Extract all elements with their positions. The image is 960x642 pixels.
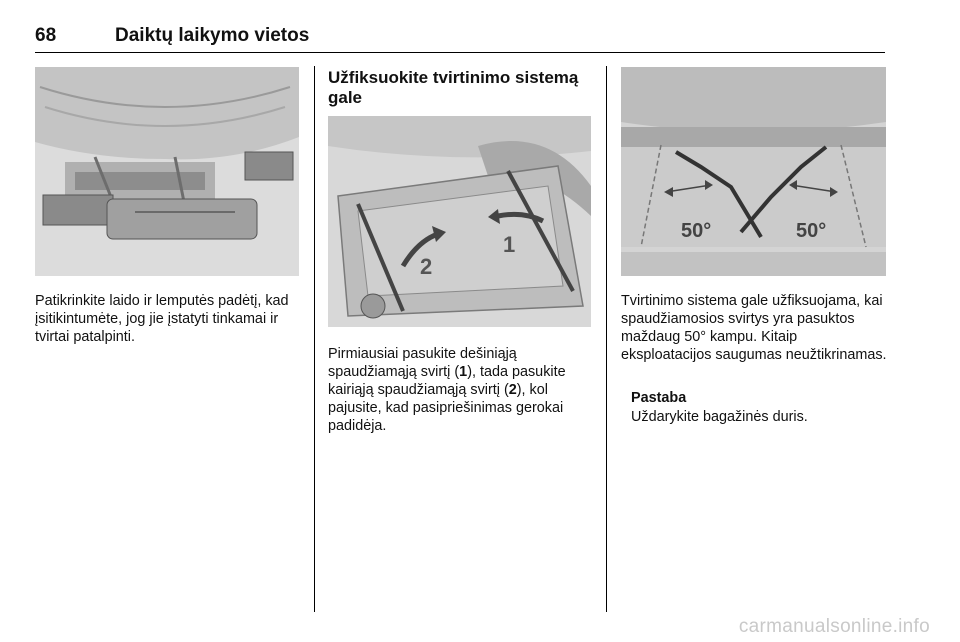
watermark: carmanualsonline.info <box>738 616 930 637</box>
column2-ref2: 2 <box>508 382 517 398</box>
section-heading: Užfiksuokite tvirtinimo sistemą gale <box>328 68 579 107</box>
column2-text-part1: Pirmiausiai pasukite dešiniąją spaudžiamąją svirtį ( <box>328 346 517 380</box>
note-label: Pastaba <box>631 390 687 406</box>
angle-label-right: 50° <box>796 220 827 242</box>
angle-label-left: 50° <box>681 220 712 242</box>
column3-paragraph: Tvirtinimo sistema gale užfiksuojama, kai spaudžiamosios svirtys yra pasuktos maždaug 50° kampu. Kitaip eksploatacijos saugumas neužtikrinamas. <box>621 293 887 363</box>
trailer-coupling-connector-illustration-icon <box>35 67 299 276</box>
column1-paragraph: Patikrinkite laido ir lemputės padėtį, kad įsitikintumėte, jog jie įstatyti tinkamai ir tvirtai patalpinti. <box>35 293 289 345</box>
column2-paragraph <box>328 345 594 435</box>
column2-text-part3: ), kol pajusite, kad pasipriešinimas gerokai padidėja. <box>328 382 564 434</box>
column-divider-2 <box>606 66 607 612</box>
callout-2: 2 <box>420 254 433 279</box>
lever-angle-illustration-icon <box>621 67 886 276</box>
column2-text-part2: ), tada pasukite kairiąją spaudžiamąją svirtį ( <box>328 364 566 398</box>
locking-levers-illustration-icon <box>328 116 591 327</box>
page-title: Daiktų laikymo vietos <box>115 25 310 46</box>
column-divider-1 <box>314 66 315 612</box>
callout-1: 1 <box>503 232 516 257</box>
page-number: 68 <box>35 25 57 46</box>
column2-ref1: 1 <box>459 364 468 380</box>
page-header <box>35 22 885 53</box>
note-text: Uždarykite bagažinės duris. <box>631 409 808 425</box>
